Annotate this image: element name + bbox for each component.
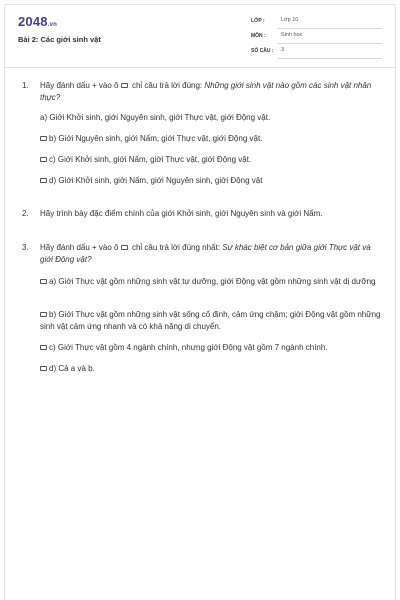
option-3d[interactable]: d) Cả a và b. bbox=[40, 363, 382, 375]
meta-value-subject: Sinh học bbox=[281, 32, 303, 38]
checkbox-icon bbox=[121, 245, 128, 250]
checkbox-icon[interactable] bbox=[40, 366, 47, 371]
meta-underline bbox=[278, 43, 382, 44]
checkbox-icon[interactable] bbox=[40, 345, 47, 350]
meta-underline bbox=[278, 28, 382, 29]
checkbox-icon[interactable] bbox=[40, 312, 47, 317]
meta-value-class: Lớp 10 bbox=[281, 17, 299, 23]
checkbox-icon[interactable] bbox=[40, 136, 47, 141]
meta-label: MÔN : bbox=[251, 33, 266, 39]
meta-row-count bbox=[251, 46, 382, 61]
option-1b[interactable]: b) Giới Nguyên sinh, giới Nấm, giới Thực vật, giới Động vật. bbox=[40, 133, 382, 145]
meta-panel bbox=[251, 16, 382, 61]
question-number: 2. bbox=[22, 209, 29, 218]
meta-row-subject bbox=[251, 31, 382, 46]
question-prompt: Hãy đánh dấu + vào ô chỉ câu trả lời đúng nhất: Sự khác biệt cơ bản giữa giới Thực vật và giới Động vật? bbox=[40, 243, 371, 264]
checkbox-icon[interactable] bbox=[40, 279, 47, 284]
meta-label: SỐ CÂU : bbox=[251, 48, 274, 54]
question-prompt: Hãy đánh dấu + vào ô chỉ câu trả lời đúng: Những giới sinh vật nào gồm các sinh vật nhân thực? bbox=[40, 81, 372, 102]
question-prompt: Hãy trình bày đặc điểm chính của giới Khởi sinh, giới Nguyên sinh và giới Nấm. bbox=[40, 209, 323, 218]
checkbox-icon bbox=[121, 83, 128, 88]
option-1d[interactable]: d) Giới Khởi sinh, giới Nấm, giới Nguyên sinh, giới Động vật bbox=[40, 175, 382, 187]
option-3b[interactable]: b) Giới Thực vật gồm những sinh vật sống cố định, cảm ứng chậm; giới Động vật gồm những sinh vật cảm ứng nhanh và có khả năng di chuyển. bbox=[40, 310, 381, 331]
site-logo[interactable]: 2048.vn bbox=[18, 14, 58, 29]
meta-underline bbox=[278, 58, 382, 59]
meta-value-count: 3 bbox=[281, 47, 285, 53]
option-3a[interactable]: a) Giới Thực vật gồm những sinh vật tự dưỡng, giới Động vật gồm những sinh vật dị dưỡng bbox=[40, 276, 382, 288]
question-number: 3. bbox=[22, 243, 29, 252]
option-1c[interactable]: c) Giới Khởi sinh, giới Nấm, giới Thực vật, giới Động vật. bbox=[40, 154, 382, 166]
meta-row-class bbox=[251, 16, 382, 31]
option-1a[interactable]: a) Giới Khởi sinh, giới Nguyên sinh, giới Thực vật, giới Động vật. bbox=[40, 113, 271, 122]
header-divider bbox=[4, 67, 396, 68]
worksheet-header bbox=[18, 14, 382, 62]
question-number: 1. bbox=[22, 81, 29, 90]
checkbox-icon[interactable] bbox=[40, 178, 47, 183]
meta-label: LỚP : bbox=[251, 18, 265, 24]
checkbox-icon[interactable] bbox=[40, 157, 47, 162]
option-3c[interactable]: c) Giới Thực vật gồm 4 ngành chính, nhưng giới Động vật gồm 7 ngành chính. bbox=[40, 342, 382, 354]
lesson-title: Bài 2: Các giới sinh vật bbox=[18, 35, 101, 44]
